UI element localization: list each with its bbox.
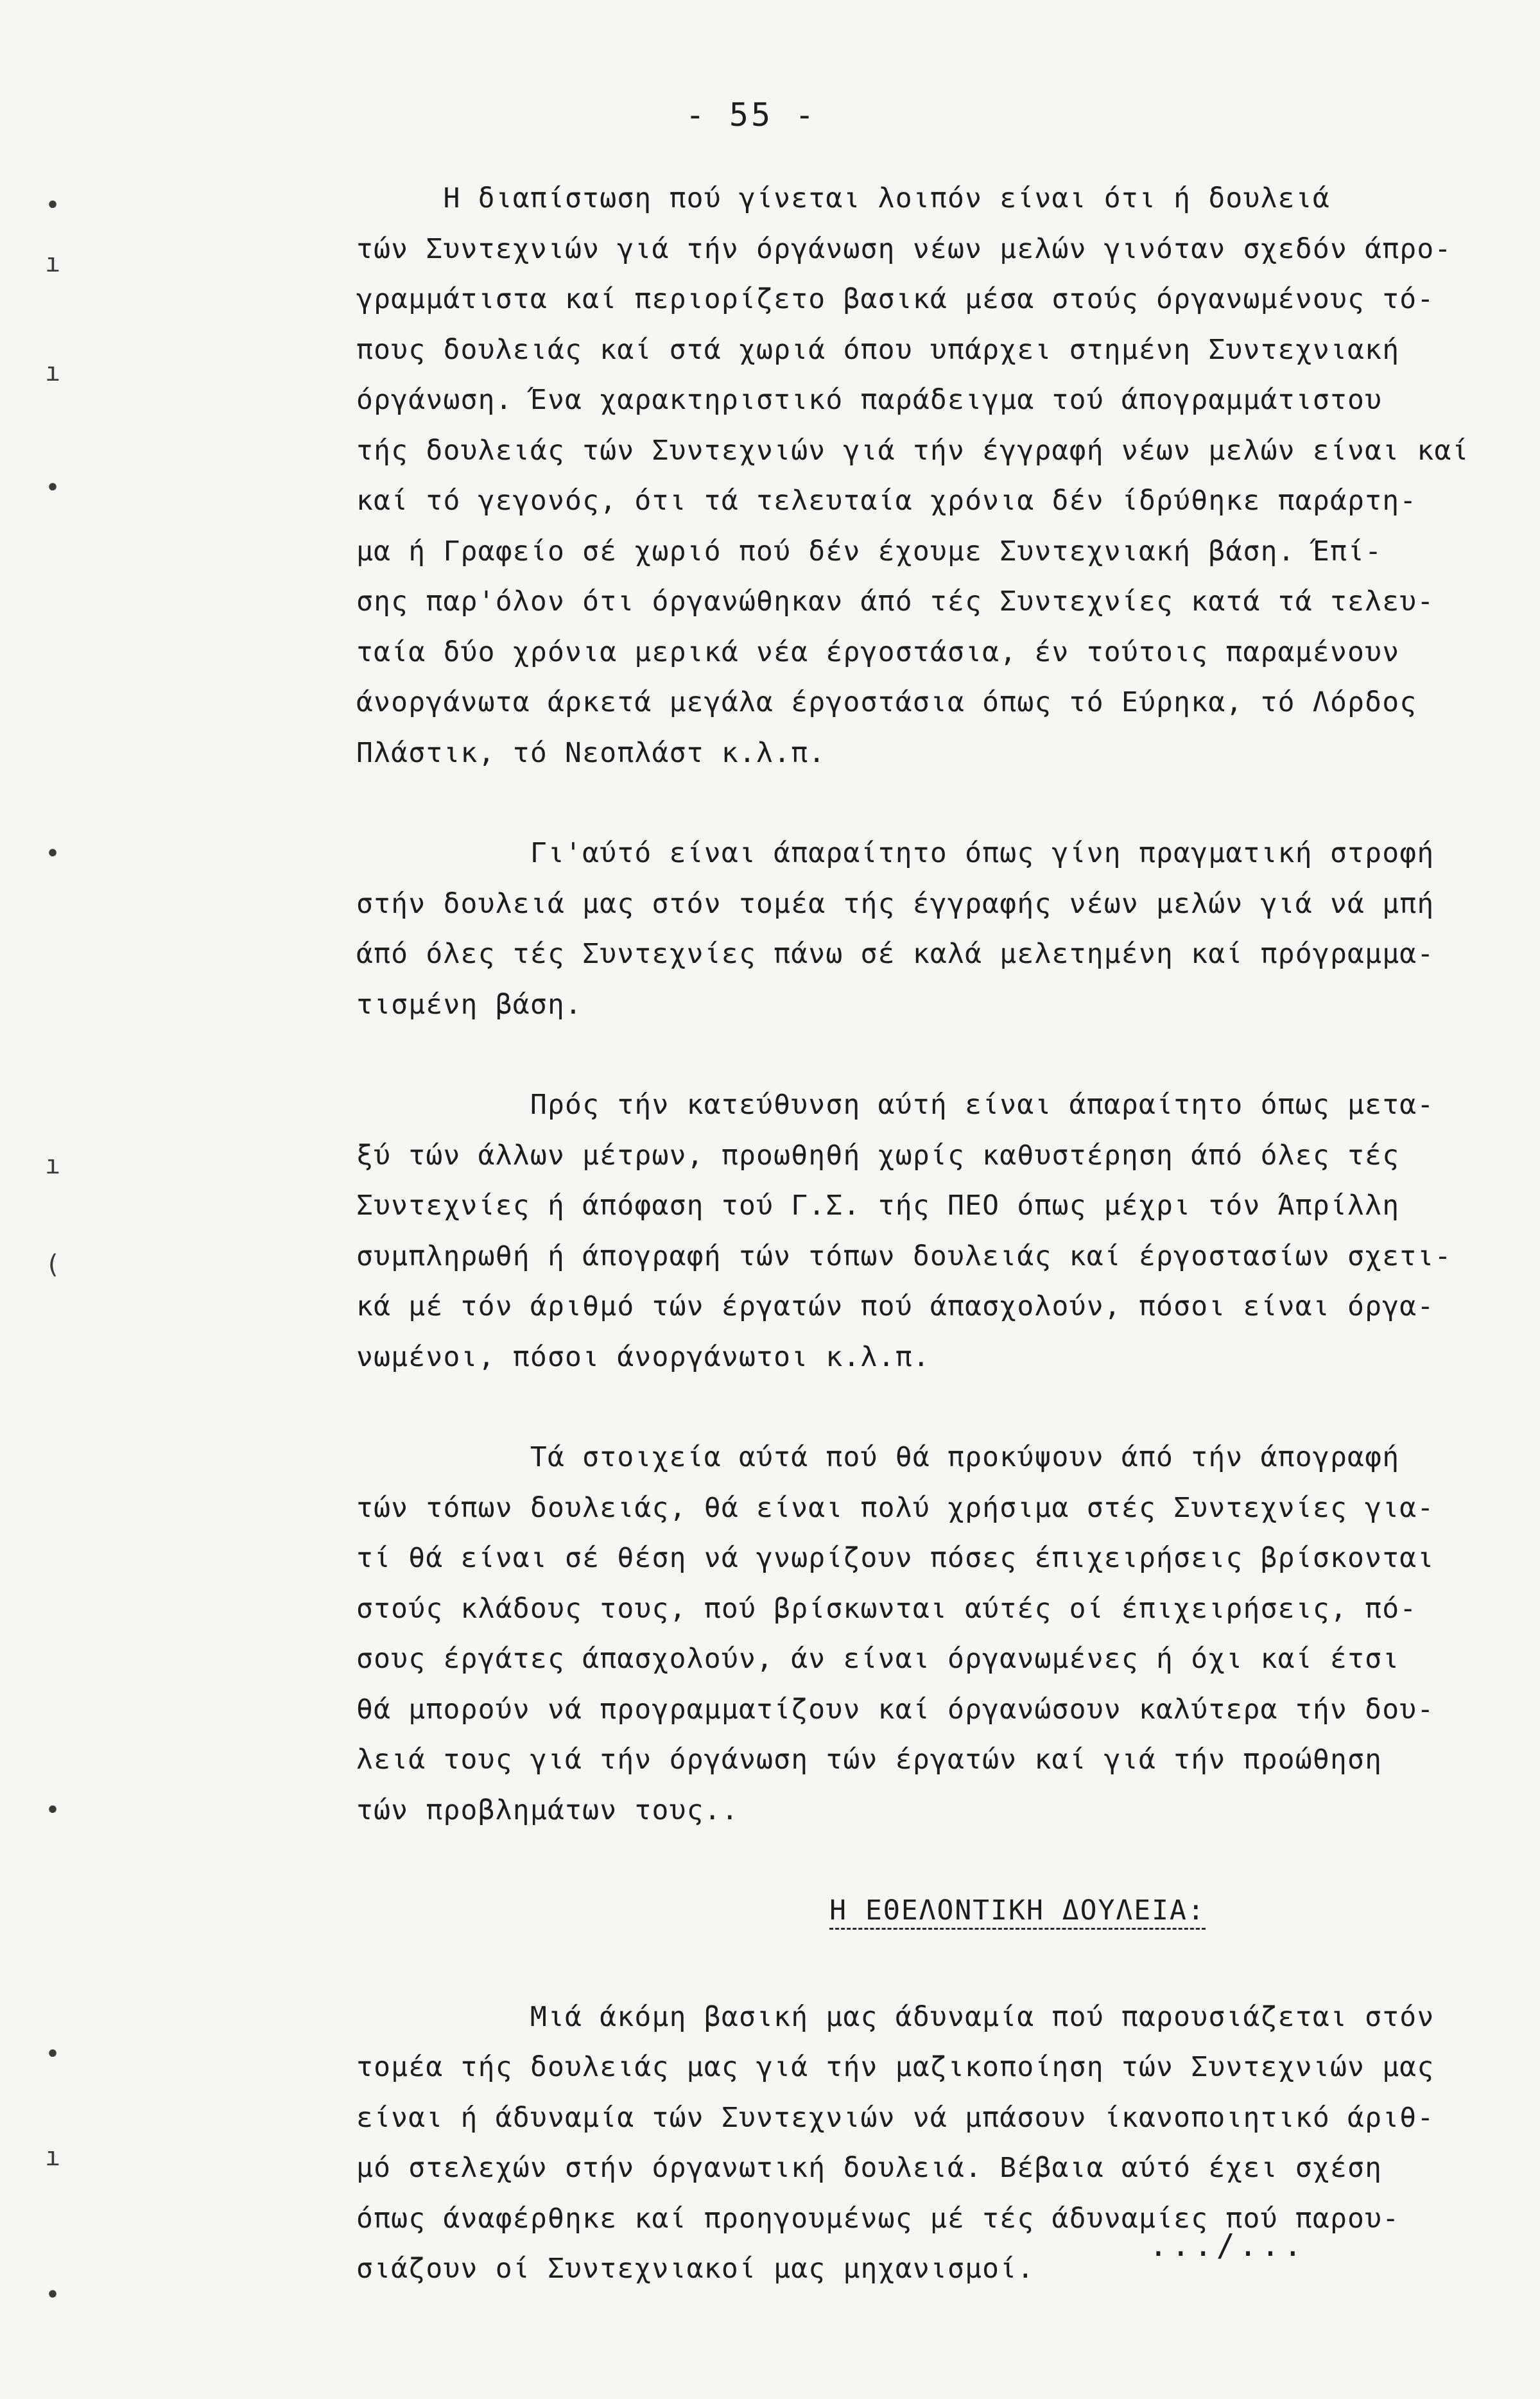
paragraph-3 [356,1080,1505,1382]
text-line: τής δουλειάς τών Συντεχνιών γιά τήν έγγραφή νέων μελών είναι καί [356,434,1469,467]
text-line: ταία δύο χρόνια μερικά νέα έργοστάσια, έν τούτοις παραμένουν [356,636,1400,668]
paragraph-2 [356,828,1505,1030]
page-number: - 55 - [685,96,817,134]
text-line: συμπληρωθή ή άπογραφή τών τόπων δουλειάς καί έργοστασίων σχετι- [356,1240,1452,1272]
paragraph-gap [356,1942,1505,1992]
margin-mark: • [45,2040,61,2069]
text-line: σιάζουν οί Συντεχνιακοί μας μηχανισμοί. [356,2253,1035,2285]
margin-mark: • [45,473,61,503]
text-line: είναι ή άδυναμία τών Συντεχνιών νά μπάσουν ίκανοποιητικό άριθ- [356,2101,1435,2134]
text-line: σης παρ'όλον ότι όργανώθηκαν άπό τές Συντεχνίες κατά τά τελευ- [356,585,1435,618]
text-line: ξύ τών άλλων μέτρων, προωθηθή χωρίς καθυστέρηση άπό όλες τές [356,1139,1400,1172]
text-line: νωμένοι, πόσοι άνοργάνωτοι κ.λ.π. [356,1340,930,1373]
text-line: όπως άναφέρθηκε καί προηγουμένως μέ τές άδυναμίες πού παρου- [356,2202,1400,2235]
margin-mark: • [45,191,61,220]
text-line: όργάνωση. Ένα χαρακτηριστικό παράδειγμα τού άπογραμμάτιστου [356,384,1383,416]
text-line: Η διαπίστωση πού γίνεται λοιπόν είναι ότι ή δουλειά [356,182,1330,214]
text-line: τών Συντεχνιών γιά τήν όργάνωση νέων μελών γινόταν σχεδόν άπρο- [356,232,1452,265]
paragraph-gap [356,1835,1505,1885]
text-line: μα ή Γραφείο σέ χωριό πού δέν έχουμε Συντεχνιακή βάση. Έπί- [356,535,1383,567]
text-line: στούς κλάδους τους, πού βρίσκωνται αύτές οί έπιχειρήσεις, πό- [356,1592,1417,1625]
text-line: καί τό γεγονός, ότι τά τελευταία χρόνια δέν ίδρύθηκε παράρτη- [356,485,1417,517]
text-line: Γι'αύτό είναι άπαραίτητο όπως γίνη πραγματική στροφή [356,837,1435,869]
margin-mark: ı [45,248,61,278]
text-line: σους έργάτες άπασχολούν, άν είναι όργανωμένες ή όχι καί έτσι [356,1643,1400,1675]
paragraph-5 [356,1992,1505,2294]
text-line: κά μέ τόν άριθμό τών έργατών πού άπασχολούν, πόσοι είναι όργα- [356,1290,1435,1322]
section-heading: Η ΕΘΕΛΟΝΤΙΚΗ ΔΟΥΛΕΙΑ: [829,1894,1206,1930]
text-line: Πλάστικ, τό Νεοπλάστ κ.λ.π. [356,736,826,769]
text-line: Συντεχνίες ή άπόφαση τού Γ.Σ. τής ΠΕΟ όπως μέχρι τόν Άπρίλλη [356,1190,1400,1222]
margin-mark: • [45,2280,61,2310]
document-body [356,173,1505,2294]
text-line: τισμένη βάση. [356,988,583,1021]
margin-mark: ı [45,358,61,387]
margin-mark: • [45,839,61,869]
text-line: στήν δουλειά μας στόν τομέα τής έγγραφής νέων μελών γιά νά μπή [356,887,1435,920]
paragraph-gap [356,1030,1505,1080]
text-line: Μιά άκόμη βασική μας άδυναμία πού παρουσιάζεται στόν [356,2000,1435,2033]
text-line: Πρός τήν κατεύθυνση αύτή είναι άπαραίτητο όπως μετα- [356,1089,1435,1121]
section-heading-row [356,1885,1505,1942]
margin-mark: ( [45,1250,61,1279]
text-line: Τά στοιχεία αύτά πού θά προκύψουν άπό τήν άπογραφή [356,1441,1400,1473]
margin-mark: • [45,1796,61,1825]
continued-mark: .../... [1149,2228,1306,2264]
text-line: γραμμάτιστα καί περιορίζετο βασικά μέσα στούς όργανωμένους τό- [356,283,1435,315]
paragraph-gap [356,778,1505,828]
margin-mark: ı [45,1150,61,1180]
paragraph-1 [356,173,1505,778]
text-line: θά μπορούν νά προγραμματίζουν καί όργανώσουν καλύτερα τήν δου- [356,1693,1435,1726]
text-line: τομέα τής δουλειάς μας γιά τήν μαζικοποίηση τών Συντεχνιών μας [356,2051,1435,2083]
text-line: άνοργάνωτα άρκετά μεγάλα έργοστάσια όπως τό Εύρηκα, τό Λόρδος [356,686,1417,718]
text-line: τών προβλημάτων τους.. [356,1794,739,1826]
text-line: μό στελεχών στήν όργανωτική δουλειά. Βέβαια αύτό έχει σχέση [356,2152,1383,2184]
text-line: τί θά είναι σέ θέση νά γνωρίζουν πόσες έπιχειρήσεις βρίσκονται [356,1542,1435,1574]
margin-mark: ı [45,2142,61,2172]
text-line: άπό όλες τές Συντεχνίες πάνω σέ καλά μελετημένη καί πρόγραμμα- [356,938,1435,970]
text-line: πους δουλειάς καί στά χωριά όπου υπάρχει στημένη Συντεχνιακή [356,333,1400,366]
paragraph-gap [356,1382,1505,1432]
text-line: τών τόπων δουλειάς, θά είναι πολύ χρήσιμα στές Συντεχνίες για- [356,1491,1435,1524]
paragraph-4 [356,1432,1505,1835]
text-line: λειά τους γιά τήν όργάνωση τών έργατών καί γιά τήν προώθηση [356,1744,1383,1776]
